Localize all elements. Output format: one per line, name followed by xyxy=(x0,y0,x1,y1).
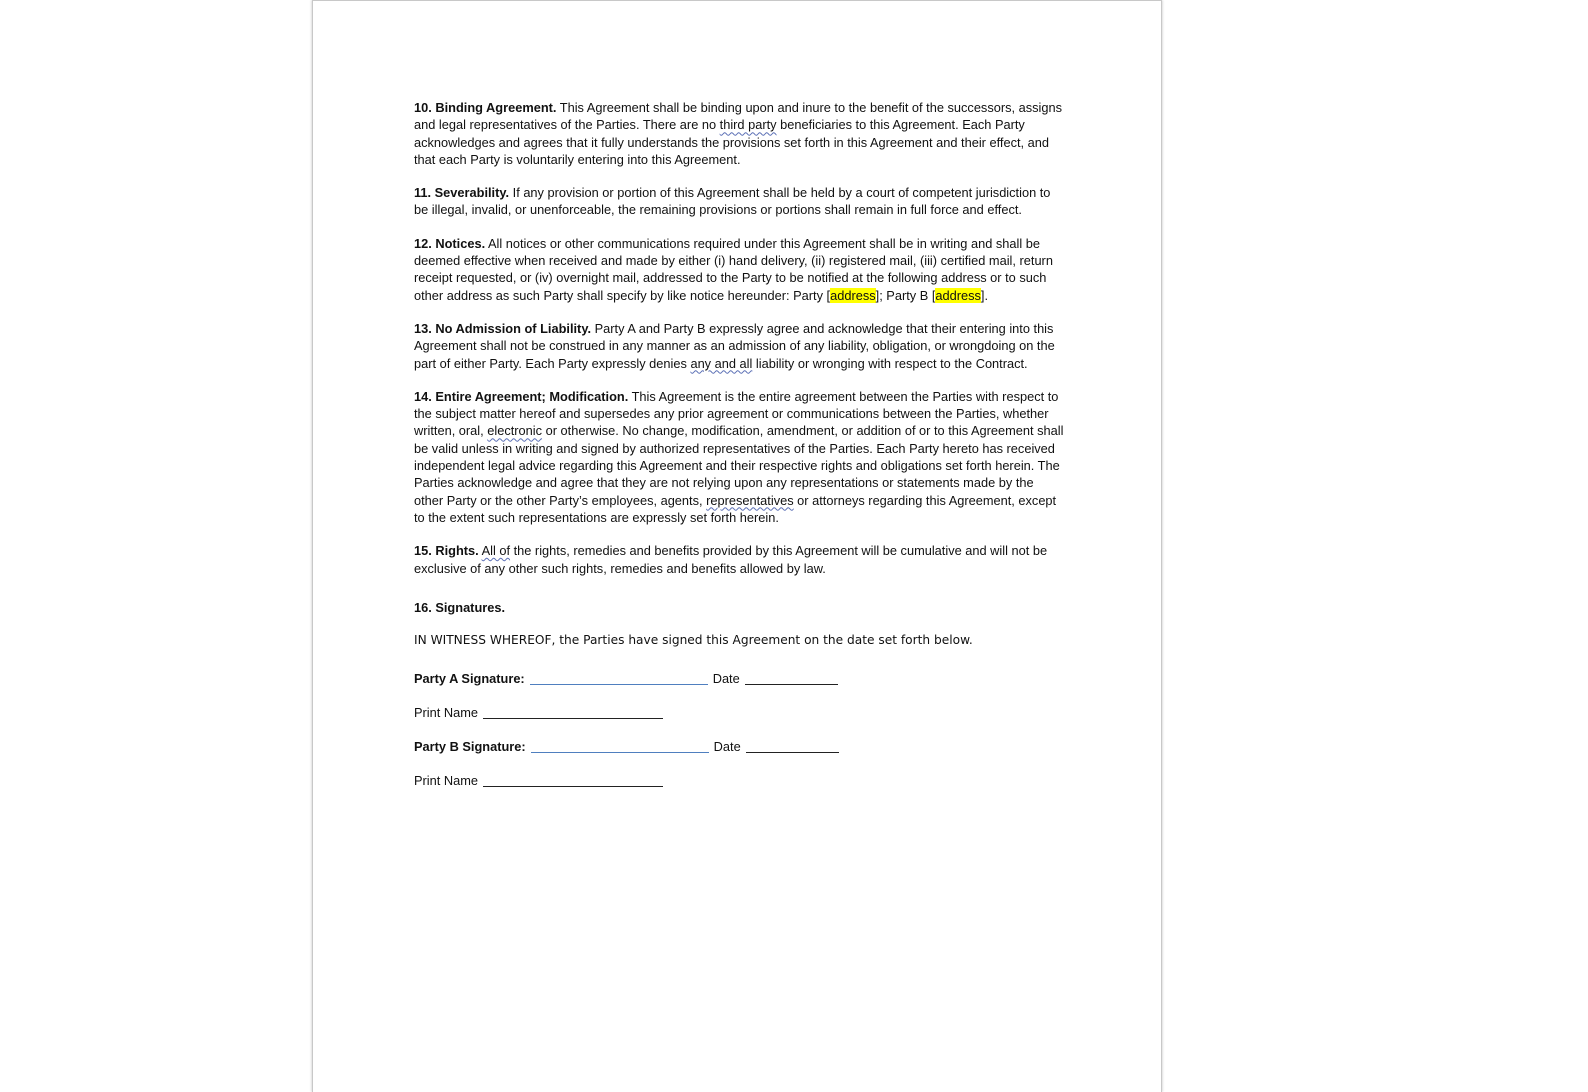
party-a-print-name-line[interactable] xyxy=(483,717,663,719)
party-a-print-name-row xyxy=(414,703,1064,721)
section-severability: 11. Severability. If any provision or portion of this Agreement shall be held by a court of competent jurisdiction to be illegal, invalid, or unenforceable, the remaining provisions or portions shall remain in full force and effect. xyxy=(414,185,1051,218)
section-heading: 10. Binding Agreement. xyxy=(414,100,557,115)
party-b-signature-row xyxy=(414,737,1064,755)
section-no-admission: 13. No Admission of Liability. Party A and Party B expressly agree and acknowledge that their entering into this Agreement shall not be construed in any manner as an admission of any liability, obligation, or wrongdoing on the part of either Party. Each Party expressly denies any and all liability or wronging with respect to the Contract. xyxy=(414,320,1055,371)
document-page xyxy=(312,0,1162,1092)
spellcheck-flag[interactable]: representatives xyxy=(706,492,794,508)
party-b-date-line[interactable] xyxy=(746,751,839,753)
highlighted-address-placeholder[interactable]: address xyxy=(830,287,876,303)
section-heading: 11. Severability. xyxy=(414,185,510,201)
spellcheck-flag[interactable]: electronic xyxy=(487,423,543,439)
party-b-print-name-row xyxy=(414,771,1064,789)
spellcheck-flag[interactable]: any and all xyxy=(690,355,753,371)
witness-statement: IN WITNESS WHEREOF, the Parties have signed this Agreement on the date set forth below. xyxy=(414,633,973,648)
section-notices: 12. Notices. All notices or other communications required under this Agreement shall be in writing and shall be deemed effective when received and made by either (i) hand delivery, (ii) registered mail, (iii) certified mail, return receipt requested, or (iv) overnight mail, addressed to the Party to be notified at the following address or to such other address as such Party shall specify by like notice hereunder: Party [address]; Party B [address]. xyxy=(414,235,1053,303)
section-rights: 15. Rights. All of the rights, remedies and benefits provided by this Agreement will be cumulative and will not be exclusive of any other such rights, remedies and benefits allowed by law. xyxy=(414,543,1048,576)
party-a-signature-line[interactable] xyxy=(530,683,708,685)
print-name-label: Print Name xyxy=(414,773,479,789)
section-heading: 15. Rights. xyxy=(414,543,479,559)
print-name-label: Print Name xyxy=(414,705,479,721)
date-label: Date xyxy=(713,739,741,755)
party-a-date-line[interactable] xyxy=(745,683,838,685)
highlighted-address-placeholder[interactable]: address xyxy=(935,287,981,303)
party-b-signature-line[interactable] xyxy=(531,751,709,753)
spellcheck-flag[interactable]: All of xyxy=(481,543,511,559)
section-entire-agreement: 14. Entire Agreement; Modification. This Agreement is the entire agreement between the Parties with respect to the subject matter hereof and supersedes any prior agreement or communications between the Parties, whether written, oral, electronic or otherwise. No change, modification, amendment, or addition of or to this Agreement shall be valid unless in writing and signed by authorized representatives of the Parties. Each Party hereto has received independent legal advice regarding this Agreement and their respective rights and obligations set forth herein. The Parties acknowledge and agree that they are not relying upon any representations or statements made by the other Party or the other Party’s employees, agents, representatives or attorneys regarding this Agreement, except to the extent such representations are expressly set forth herein. xyxy=(414,388,1064,525)
date-label: Date xyxy=(712,671,740,687)
section-heading: 14. Entire Agreement; Modification. xyxy=(414,388,629,404)
section-heading: 13. No Admission of Liability. xyxy=(414,320,592,336)
party-a-signature-label: Party A Signature: xyxy=(414,671,525,687)
section-heading: 12. Notices. xyxy=(414,235,486,251)
party-b-signature-label: Party B Signature: xyxy=(414,739,526,755)
document-body xyxy=(414,99,1064,805)
signatures-heading: 16. Signatures. xyxy=(414,599,506,615)
party-a-signature-row xyxy=(414,669,1064,687)
spellcheck-flag[interactable]: third party xyxy=(719,117,777,133)
section-binding-agreement: 10. Binding Agreement. This Agreement shall be binding upon and inure to the benefit of the successors, assigns and legal representatives of the Parties. There are no third party beneficiaries to this Agreement. Each Party acknowledges and agrees that it fully understands the provisions set forth in this Agreement and their effect, and that each Party is voluntarily entering into this Agreement. xyxy=(414,100,1063,167)
party-b-print-name-line[interactable] xyxy=(483,785,663,787)
